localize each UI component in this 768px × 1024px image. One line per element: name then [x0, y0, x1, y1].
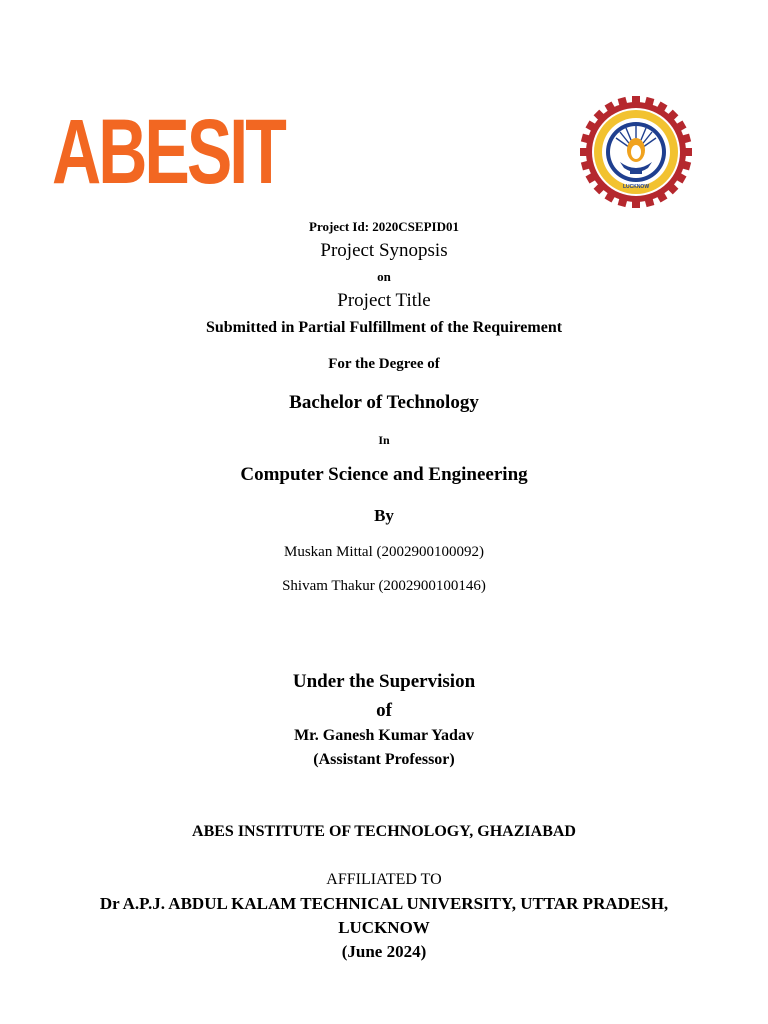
- institute-name: ABES INSTITUTE OF TECHNOLOGY, GHAZIABAD: [192, 823, 576, 840]
- by-text: By: [374, 506, 394, 525]
- affiliated-text: AFFILIATED TO: [326, 871, 442, 888]
- student-2: Shivam Thakur (2002900100146): [282, 578, 486, 594]
- submission-date: (June 2024): [341, 942, 427, 961]
- on-text: on: [377, 269, 391, 284]
- supervision-text: Under the Supervision: [292, 671, 476, 692]
- supervisor-title: (Assistant Professor): [313, 751, 455, 768]
- project-id: Project Id: 2020CSEPID01: [309, 219, 459, 234]
- abesit-logo: ABESIT: [52, 101, 284, 203]
- university-line-1: Dr A.P.J. ABDUL KALAM TECHNICAL UNIVERSITY, UTTAR PRADESH,: [99, 894, 669, 913]
- of-text: of: [376, 700, 392, 721]
- branch: Computer Science and Engineering: [240, 464, 528, 485]
- supervisor-name: Mr. Ganesh Kumar Yadav: [294, 727, 474, 744]
- project-title: Project Title: [337, 290, 431, 311]
- for-degree-text: For the Degree of: [328, 356, 440, 372]
- student-1: Muskan Mittal (2002900100092): [284, 544, 484, 560]
- seal-bottom-text: LUCKNOW: [622, 184, 650, 190]
- university-seal-icon: [580, 96, 692, 208]
- submitted-text: Submitted in Partial Fulfillment of the Requirement: [205, 319, 563, 336]
- heading: Project Synopsis: [320, 240, 448, 261]
- degree: Bachelor of Technology: [289, 392, 479, 413]
- in-text: In: [378, 433, 390, 447]
- university-line-2: LUCKNOW: [338, 918, 430, 937]
